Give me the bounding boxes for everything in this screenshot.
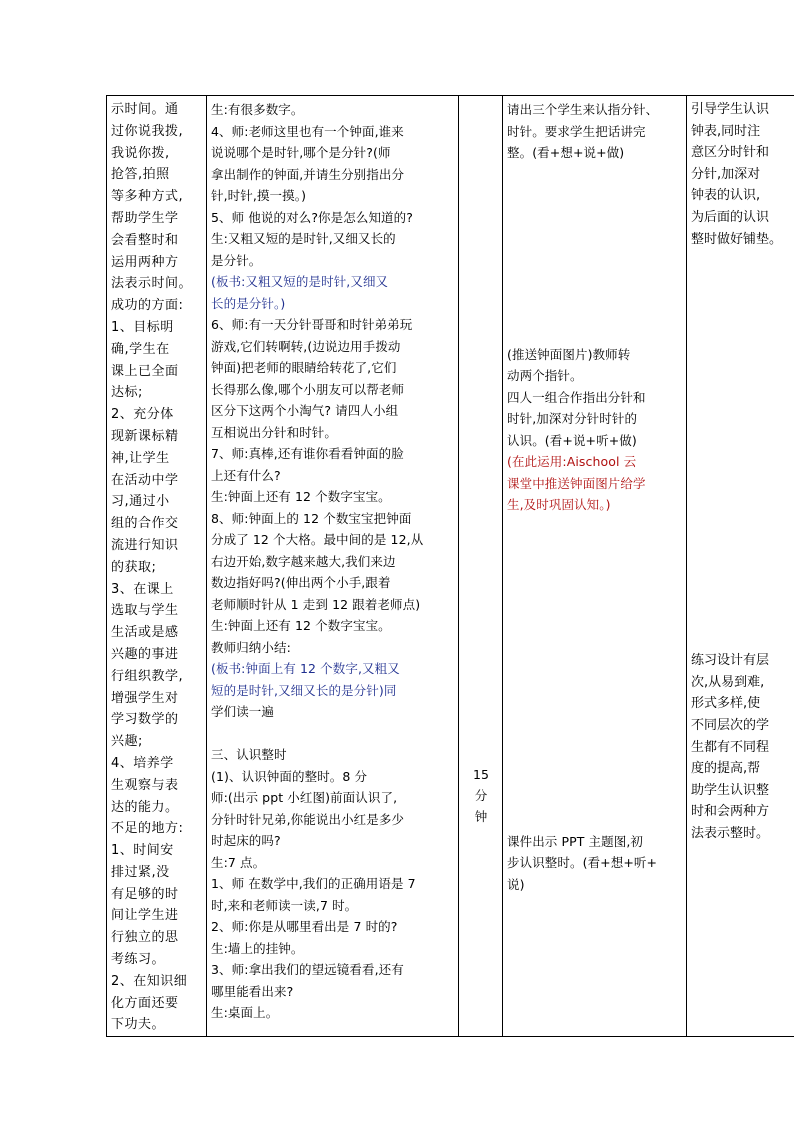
text-line: 生:桌面上。: [211, 1005, 279, 1020]
text-line: (板书:又粗又短的是时针,又细又: [211, 274, 389, 289]
text-line: 哪里能看出来?: [211, 983, 294, 999]
text-line: 行独立的思: [111, 930, 179, 946]
text-line: 8、师:钟面上的 12 个数宝宝把钟面: [211, 510, 412, 526]
text-line: 1、师 在数学中,我们的正确用语是 7: [211, 876, 416, 891]
text-line: 示时间。通: [111, 102, 179, 117]
text-line: 不足的地方:: [111, 821, 184, 837]
text-line: 课上已全面: [111, 363, 179, 379]
activity-block-3: [507, 831, 683, 896]
text-line: 组的合作交: [111, 516, 179, 532]
text-line: 生:有很多数字。: [211, 102, 304, 117]
activity-block-1: [507, 99, 683, 164]
text-line: 游戏,它们转啊转,(边说边用手拨动: [211, 338, 401, 354]
text-line: 生:钟面上还有 12 个数字宝宝。: [211, 489, 391, 504]
text-line: 等多种方式,: [111, 189, 184, 205]
text-line: 1、目标明: [111, 319, 174, 335]
text-line: 互相说出分针和时针。: [211, 424, 338, 440]
text-line: (1)、认识钟面的整时。8 分: [211, 768, 368, 784]
text-line: 法表示整时。: [691, 825, 770, 841]
text-line: 2、充分体: [111, 407, 174, 423]
text-line: 长的是分针。): [211, 295, 286, 311]
text-line: 达的能力。: [111, 799, 179, 815]
text-line: 下功夫。: [111, 1017, 166, 1033]
text-line: 次,从易到难,: [691, 674, 765, 690]
text-line: 钟表,同时注: [691, 123, 761, 139]
text-line: 的获取;: [111, 559, 157, 575]
text-line: 兴趣的事进: [111, 646, 179, 662]
text-line: 四人一组合作指出分针和: [507, 389, 646, 405]
text-line: 不同层次的学: [691, 717, 770, 733]
text-line: 整时做好铺垫。: [691, 231, 783, 247]
text-line: 钟: [474, 809, 488, 824]
text-line: 选取与学生: [111, 603, 179, 619]
text-line: 分成了 12 个大格。最中间的是 12,从: [211, 532, 424, 547]
text-line: 会看整时和: [111, 232, 179, 248]
text-line: 5、师 他说的对么?你是怎么知道的?: [211, 209, 413, 225]
text-line: 在活动中学: [111, 472, 179, 488]
text-line: 生活或是感: [111, 625, 179, 641]
text-line: 学们读一遍: [211, 704, 275, 719]
text-line: 生,及时巩固认知。): [507, 497, 611, 512]
text-line: 右边开始,数字越来越大,我们来边: [211, 553, 396, 569]
text-line: 分针时针兄弟,你能说出小红是多少: [211, 811, 405, 827]
text-line: 法表示时间。: [111, 276, 193, 292]
text-line: 流进行知识: [111, 537, 179, 553]
text-line: 化方面还要: [111, 995, 179, 1011]
student-activity-cell: [503, 96, 687, 1037]
text-line: 三、认识整时: [211, 747, 287, 762]
activity-block-2: [507, 344, 683, 452]
text-line: 钟表的认识,: [691, 188, 761, 204]
teaching-process-text: [211, 99, 455, 1024]
text-line: 达标;: [111, 385, 143, 401]
text-line: 习,通过小: [111, 494, 170, 510]
text-line: (推送钟面图片)教师转: [507, 346, 631, 362]
text-line: 步认识整时。(看+想+听+: [507, 855, 658, 870]
design-intent-2: [691, 650, 792, 844]
text-line: 助学生认识整: [691, 782, 770, 798]
text-line: 时,来和老师读一读,7 时。: [211, 897, 358, 913]
text-line: 行组织教学,: [111, 668, 184, 684]
activity-note-red: [507, 451, 683, 516]
text-line: 教师归纳小结:: [211, 639, 291, 655]
text-line: 现新课标精: [111, 428, 179, 444]
text-line: 间让学生进: [111, 908, 179, 924]
text-line: [211, 723, 455, 745]
text-line: 短的是时针,又细又长的是分针)同: [211, 682, 397, 698]
text-line: 确,学生在: [111, 341, 170, 357]
text-line: 增强学生对: [111, 690, 179, 706]
text-line: 6、师:有一天分针哥哥和时针弟弟玩: [211, 317, 413, 332]
text-line: 生:又粗又短的是时针,又细又长的: [211, 231, 396, 246]
text-line: 2、在知识细: [111, 973, 188, 989]
text-line: 生:7 点。: [211, 854, 266, 870]
text-line: 帮助学生学: [111, 210, 179, 226]
text-line: 钟面)把老师的眼睛给转花了,它们: [211, 360, 397, 375]
text-line: 拿出制作的钟面,并请生分别指出分: [211, 166, 405, 182]
text-line: 时和会两种方: [691, 804, 770, 820]
text-line: 生都有不同程: [691, 739, 770, 755]
text-line: 度的提高,帮: [691, 761, 761, 777]
text-line: 生:钟面上还有 12 个数字宝宝。: [211, 618, 391, 633]
text-line: 练习设计有层: [691, 653, 770, 669]
text-line: 师:(出示 ppt 小红图)前面认识了,: [211, 790, 398, 805]
text-line: 运用两种方: [111, 254, 179, 270]
table-row: [107, 96, 794, 1037]
text-line: 区分下这两个小淘气? 请四人小组: [211, 403, 399, 418]
text-line: 有足够的时: [111, 886, 179, 902]
text-line: 1、时间安: [111, 843, 174, 859]
text-line: 我说你拨,: [111, 145, 170, 161]
text-line: 动两个指针。: [507, 368, 583, 383]
text-line: 课件出示 PPT 主题图,初: [507, 833, 644, 849]
text-line: 意区分时针和: [691, 145, 770, 161]
reflection-text: [111, 99, 203, 1036]
time-cell: [459, 96, 503, 1037]
text-line: 长得那么像,哪个小朋友可以帮老师: [211, 381, 405, 397]
lesson-plan-table: [106, 95, 794, 1037]
text-line: (在此运用:Aischool 云: [507, 454, 637, 469]
text-line: 神,让学生: [111, 450, 170, 466]
teaching-process-cell: [207, 96, 459, 1037]
design-intent-cell: [687, 96, 794, 1037]
text-line: 整。(看+想+说+做): [507, 145, 625, 160]
text-line: 学习数学的: [111, 712, 179, 728]
time-allocation: [463, 764, 499, 827]
text-line: 上还有什么?: [211, 467, 281, 483]
text-line: 为后面的认识: [691, 209, 770, 225]
text-line: 兴趣;: [111, 734, 143, 750]
text-line: 抢答,拍照: [111, 167, 170, 183]
text-line: 课堂中推送钟面图片给学: [507, 475, 646, 491]
text-line: 4、师:老师这里也有一个钟面,谁来: [211, 123, 404, 139]
text-line: 生:墙上的挂钟。: [211, 940, 304, 956]
text-line: 时针。要求学生把话讲完: [507, 123, 646, 139]
reflection-cell: [107, 96, 207, 1037]
text-line: 形式多样,使: [691, 696, 761, 712]
design-intent-1: [691, 99, 792, 250]
text-line: 排过紧,没: [111, 864, 170, 880]
text-line: 4、培养学: [111, 755, 174, 771]
text-line: 是分针。: [211, 252, 262, 268]
text-line: 时起床的吗?: [211, 833, 281, 848]
text-line: 2、师:你是从哪里看出是 7 时的?: [211, 919, 398, 934]
text-line: 说说哪个是时针,哪个是分针?(师: [211, 145, 391, 160]
text-line: 请出三个学生来认指分针、: [507, 102, 659, 117]
text-line: 3、在课上: [111, 581, 174, 597]
text-line: 时针,加深对分针时针的: [507, 411, 638, 426]
text-line: 7、师:真棒,还有谁你看看钟面的脸: [211, 446, 404, 461]
text-line: 过你说我拨,: [111, 123, 184, 139]
text-line: 认识。(看+说+听+做): [507, 432, 637, 448]
text-line: 15: [473, 767, 489, 782]
text-line: 引导学生认识: [691, 102, 770, 117]
text-line: 生观察与表: [111, 777, 179, 793]
text-line: 说): [507, 876, 525, 892]
text-line: 数边指好吗?(伸出两个小手,跟着: [211, 575, 391, 590]
text-line: 成功的方面:: [111, 298, 184, 314]
text-line: 针,时针,摸一摸。): [211, 188, 307, 203]
text-line: 3、师:拿出我们的望远镜看看,还有: [211, 962, 404, 977]
text-line: 老师顺时针从 1 走到 12 跟着老师点): [211, 596, 421, 612]
text-line: 考练习。: [111, 952, 166, 968]
text-line: 分针,加深对: [691, 166, 761, 182]
text-line: 分: [474, 788, 488, 803]
text-line: (板书:钟面上有 12 个数字,又粗又: [211, 661, 400, 676]
